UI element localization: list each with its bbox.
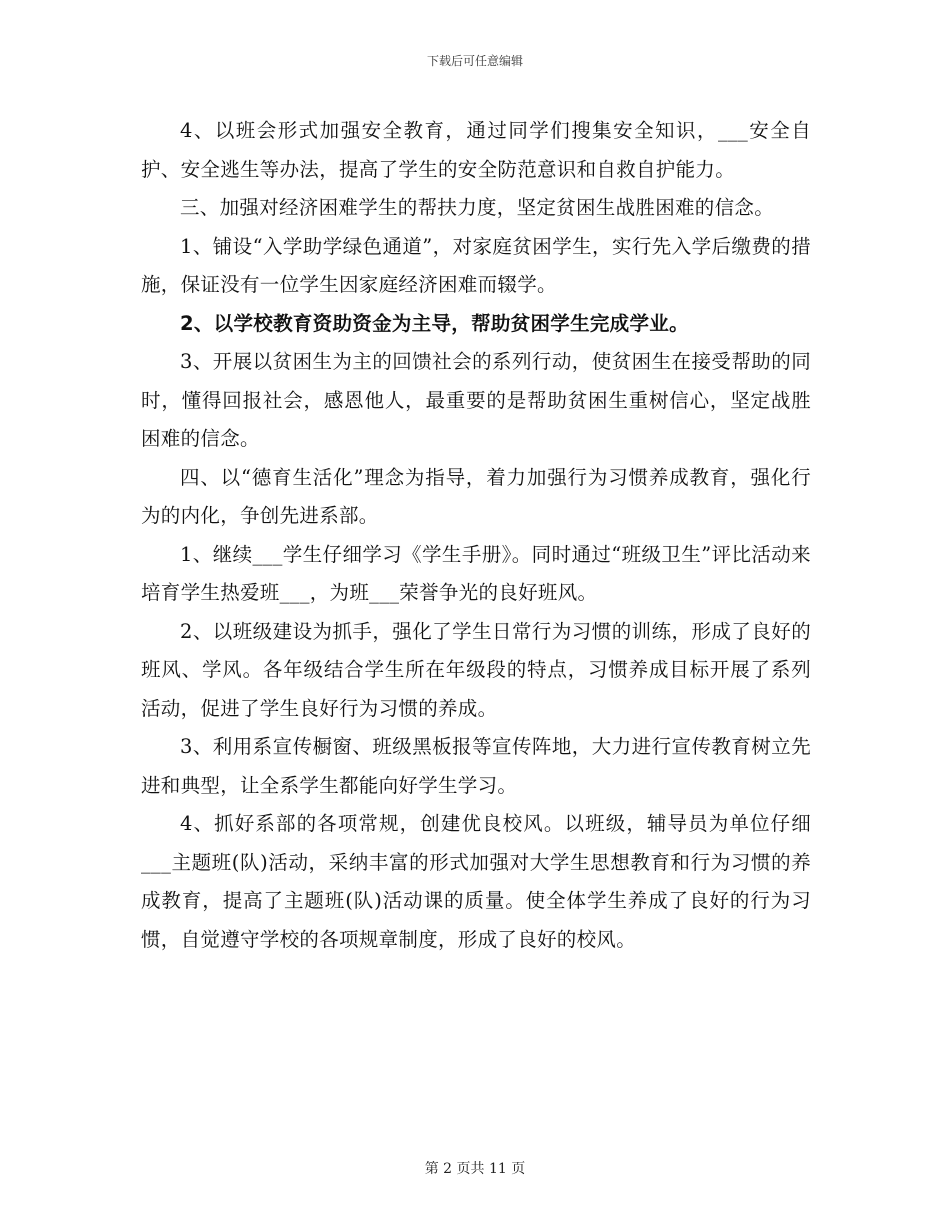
section-heading: 三、加强对经济困难学生的帮扶力度，坚定贫困生战胜困难的信念。 — [180, 196, 775, 219]
paragraph: 1、铺设“入学助学绿色通道”，对家庭贫困学生，实行先入学后缴费的措施，保证没有一位学生因家庭经济困难而辍学。 — [141, 234, 811, 296]
paragraph: 4、以班会形式加强安全教育，通过同学们搜集安全知识，___安全自护、安全逃生等办法，提高了学生的安全防范意识和自救自护能力。 — [141, 119, 811, 181]
paragraph: 3、开展以贫困生为主的回馈社会的系列行动，使贫困生在接受帮助的同时，懂得回报社会，感恩他人，最重要的是帮助贫困生重树信心，坚定战胜困难的信念。 — [141, 350, 811, 450]
page-header-note: 下载后可任意编辑 — [426, 54, 523, 68]
document-body — [141, 112, 811, 959]
paragraph: 1、继续___学生仔细学习《学生手册》。同时通过“班级卫生”评比活动来培育学生热爱班___，为班___荣誉争光的良好班风。 — [141, 542, 811, 604]
paragraph: 2、以班级建设为抓手，强化了学生日常行为习惯的训练，形成了良好的班风、学风。各年级结合学生所在年级段的特点，习惯养成目标开展了系列活动，促进了学生良好行为习惯的养成。 — [141, 619, 811, 720]
section-heading: 四、以“德育生活化”理念为指导，着力加强行为习惯养成教育，强化行为的内化，争创先进系部。 — [141, 465, 811, 527]
page-number-footer: 第 2 页共 11 页 — [424, 1161, 526, 1177]
paragraph: 4、抓好系部的各项常规，创建优良校风。以班级，辅导员为单位仔细___主题班(队)活动，采纳丰富的形式加强对大学生思想教育和行为习惯的养成教育，提高了主题班(队)活动课的质量。使全体学生养成了良好的行为习惯，自觉遵守学校的各项规章制度，形成了良好的校风。 — [141, 812, 811, 951]
paragraph: 3、利用系宣传橱窗、班级黑板报等宣传阵地，大力进行宣传教育树立先进和典型，让全系学生都能向好学生学习。 — [141, 735, 811, 797]
bold-paragraph: 2、以学校教育资助资金为主导，帮助贫困学生完成学业。 — [180, 311, 689, 335]
